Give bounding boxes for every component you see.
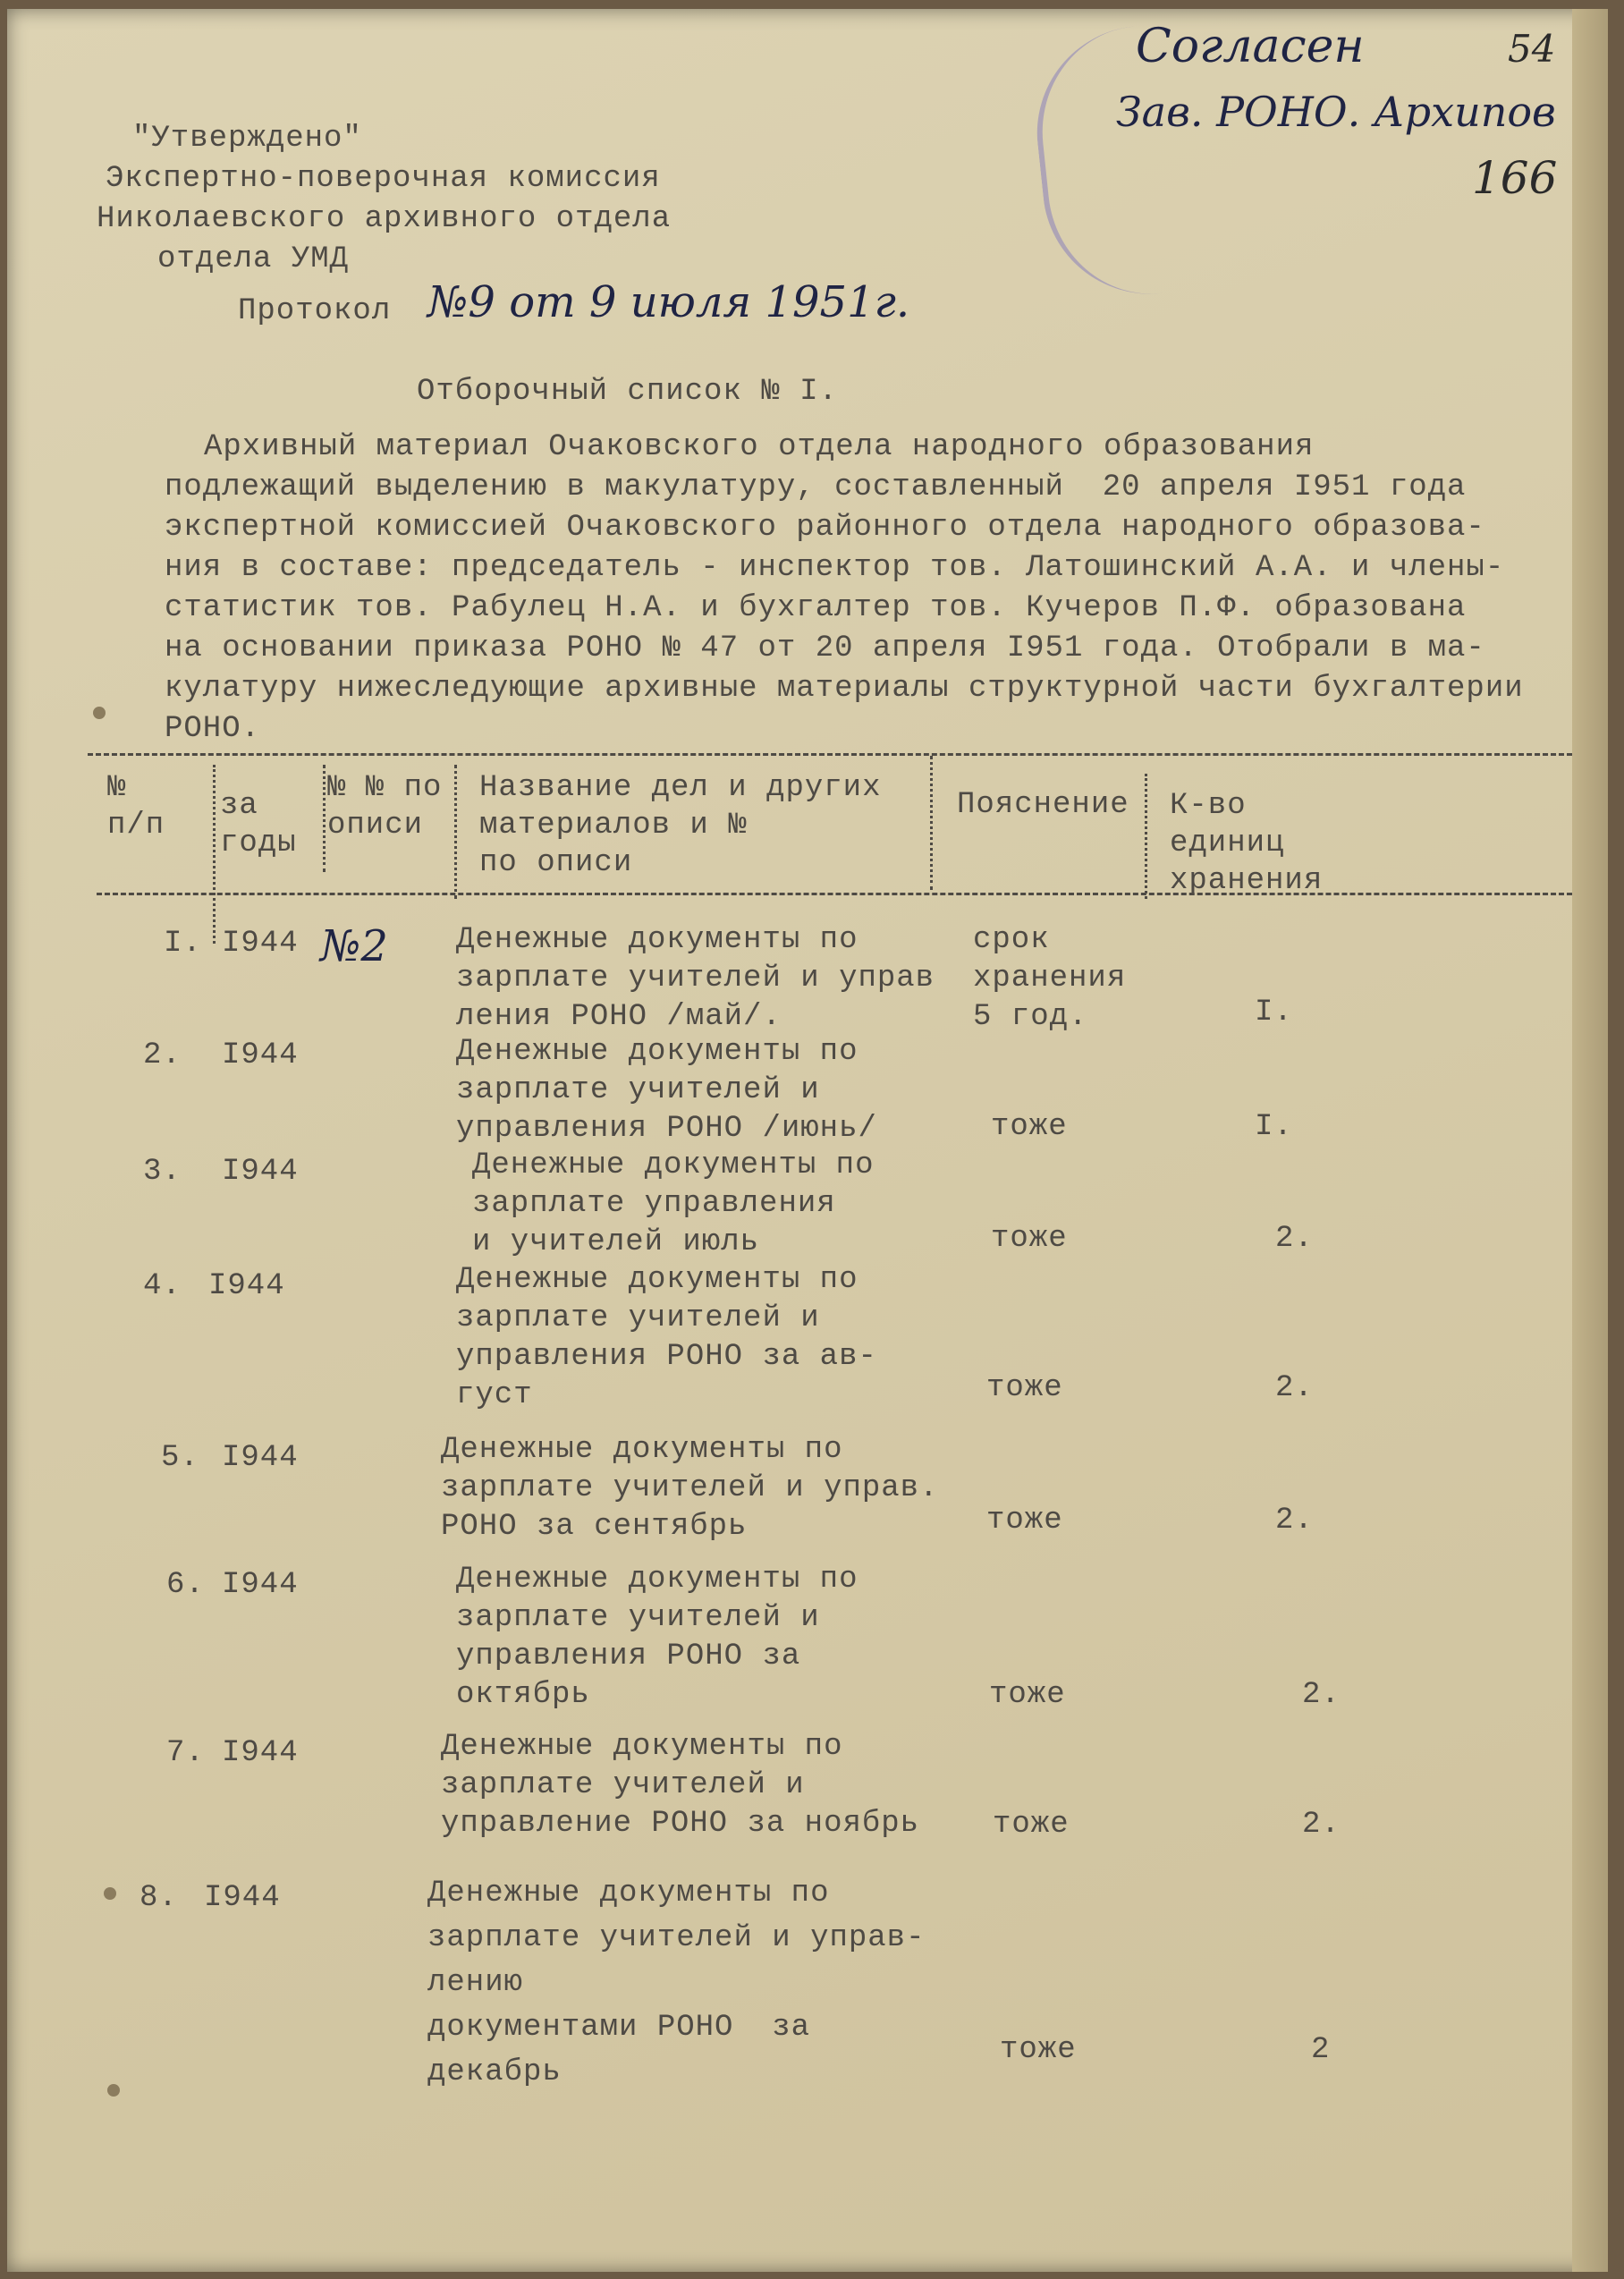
row-name: Денежные документы по зарплате учителей и управ. РОНО за сентябрь bbox=[441, 1433, 939, 1544]
row-units: I. bbox=[1255, 1110, 1293, 1144]
header-note: Пояснение bbox=[957, 788, 1129, 822]
row-units: 2. bbox=[1275, 1504, 1314, 1538]
row-name: Денежные документы по зарплате учителей и управления РОНО за ав- густ bbox=[456, 1263, 877, 1412]
row-number: 7. bbox=[166, 1736, 205, 1770]
row-number: 5. bbox=[161, 1441, 199, 1475]
row-name: Денежные документы по зарплате управления и учителей июль bbox=[472, 1148, 875, 1259]
table-header-rule bbox=[97, 893, 1572, 895]
header-years: за годы bbox=[220, 789, 297, 860]
header-name: Название дел и других материалов и № по описи bbox=[479, 771, 882, 880]
row-number: 8. bbox=[140, 1881, 178, 1915]
agreed-note: Согласен bbox=[1136, 20, 1365, 73]
approval-archive: Николаевского архивного отдела bbox=[97, 202, 672, 236]
protocol-label: Протокол bbox=[238, 294, 392, 328]
row-year: I944 bbox=[222, 1441, 299, 1475]
row-units: 2. bbox=[1302, 1678, 1341, 1712]
row-number: I. bbox=[164, 927, 202, 961]
intro-line: статистик тов. Рабулец Н.А. и бухгалтер тов. Кучеров П.Ф. образована bbox=[165, 591, 1467, 625]
row-name: Денежные документы по зарплате учителей и управ- лению документами РОНО за декабрь bbox=[427, 1877, 926, 2089]
row-units: I. bbox=[1255, 995, 1293, 1029]
header-number: № п/п bbox=[107, 771, 165, 843]
row-note: срок хранения 5 год. bbox=[973, 923, 1127, 1034]
handwritten-inventory-number: №2 bbox=[320, 921, 388, 971]
row-units: 2. bbox=[1302, 1808, 1341, 1842]
row-number: 4. bbox=[143, 1269, 182, 1303]
punch-hole bbox=[104, 1887, 116, 1900]
row-units: 2 bbox=[1311, 2033, 1331, 2067]
row-number: 3. bbox=[143, 1155, 182, 1189]
column-divider bbox=[213, 765, 216, 944]
intro-line: кулатуру нижеследующие архивные материалы структурной части бухгалтерии bbox=[165, 672, 1524, 706]
row-note: тоже bbox=[989, 1678, 1066, 1712]
signature: Зав. РОНО. Архипов bbox=[1116, 88, 1556, 136]
row-number: 6. bbox=[166, 1568, 205, 1602]
row-units: 2. bbox=[1275, 1371, 1314, 1405]
intro-line: ния в составе: председатель - инспектор тов. Латошинский А.А. и члены- bbox=[165, 551, 1505, 585]
punch-hole bbox=[93, 707, 106, 719]
column-divider bbox=[1145, 774, 1147, 899]
list-title: Отборочный список № I. bbox=[417, 375, 838, 409]
intro-line: на основании приказа РОНО № 47 от 20 апреля I951 года. Отобрали в ма- bbox=[165, 631, 1485, 665]
approval-heading: "Утверждено" bbox=[132, 122, 362, 156]
row-note: тоже bbox=[986, 1504, 1063, 1538]
row-name: Денежные документы по зарплате учителей и управления РОНО /июнь/ bbox=[456, 1035, 877, 1146]
row-year: I944 bbox=[208, 1269, 285, 1303]
protocol-handwritten: №9 от 9 июля 1951г. bbox=[427, 277, 910, 327]
row-name: Денежные документы по зарплате учителей и управ ления РОНО /май/. bbox=[456, 923, 935, 1034]
sheet-number-top: 54 bbox=[1508, 27, 1556, 71]
page-edge bbox=[1572, 9, 1608, 2272]
header-units: К-во единиц хранения bbox=[1170, 789, 1324, 898]
row-note: тоже bbox=[991, 1222, 1068, 1256]
table-top-rule bbox=[88, 753, 1572, 756]
row-year: I944 bbox=[222, 1038, 299, 1072]
row-year: I944 bbox=[204, 1881, 281, 1915]
row-year: I944 bbox=[222, 1736, 299, 1770]
approval-dept: отдела УМД bbox=[157, 242, 350, 276]
intro-line: экспертной комиссией Очаковского районного отдела народного образова- bbox=[165, 511, 1485, 545]
row-units: 2. bbox=[1275, 1222, 1314, 1256]
intro-line: подлежащий выделению в макулатуру, составленный 20 апреля I951 года bbox=[165, 470, 1467, 504]
row-year: I944 bbox=[222, 1568, 299, 1602]
archive-document-page bbox=[7, 9, 1608, 2272]
sheet-number: 166 bbox=[1472, 152, 1558, 204]
intro-line: Архивный материал Очаковского отдела народного образования bbox=[204, 430, 1315, 464]
column-divider bbox=[454, 765, 457, 899]
punch-hole bbox=[107, 2084, 120, 2097]
row-note: тоже bbox=[986, 1371, 1063, 1405]
approval-commission: Экспертно-поверочная комиссия bbox=[106, 162, 661, 196]
column-divider bbox=[323, 765, 326, 872]
row-name: Денежные документы по зарплате учителей и управления РОНО за октябрь bbox=[456, 1563, 859, 1712]
row-number: 2. bbox=[143, 1038, 182, 1072]
row-note: тоже bbox=[1000, 2033, 1077, 2067]
row-note: тоже bbox=[993, 1808, 1070, 1842]
column-divider bbox=[930, 756, 933, 890]
row-year: I944 bbox=[222, 1155, 299, 1189]
row-year: I944 bbox=[222, 927, 299, 961]
row-name: Денежные документы по зарплате учителей и управление РОНО за ноябрь bbox=[441, 1730, 920, 1841]
header-inventory: № № по описи bbox=[327, 771, 443, 843]
row-note: тоже bbox=[991, 1110, 1068, 1144]
intro-line: РОНО. bbox=[165, 712, 261, 746]
